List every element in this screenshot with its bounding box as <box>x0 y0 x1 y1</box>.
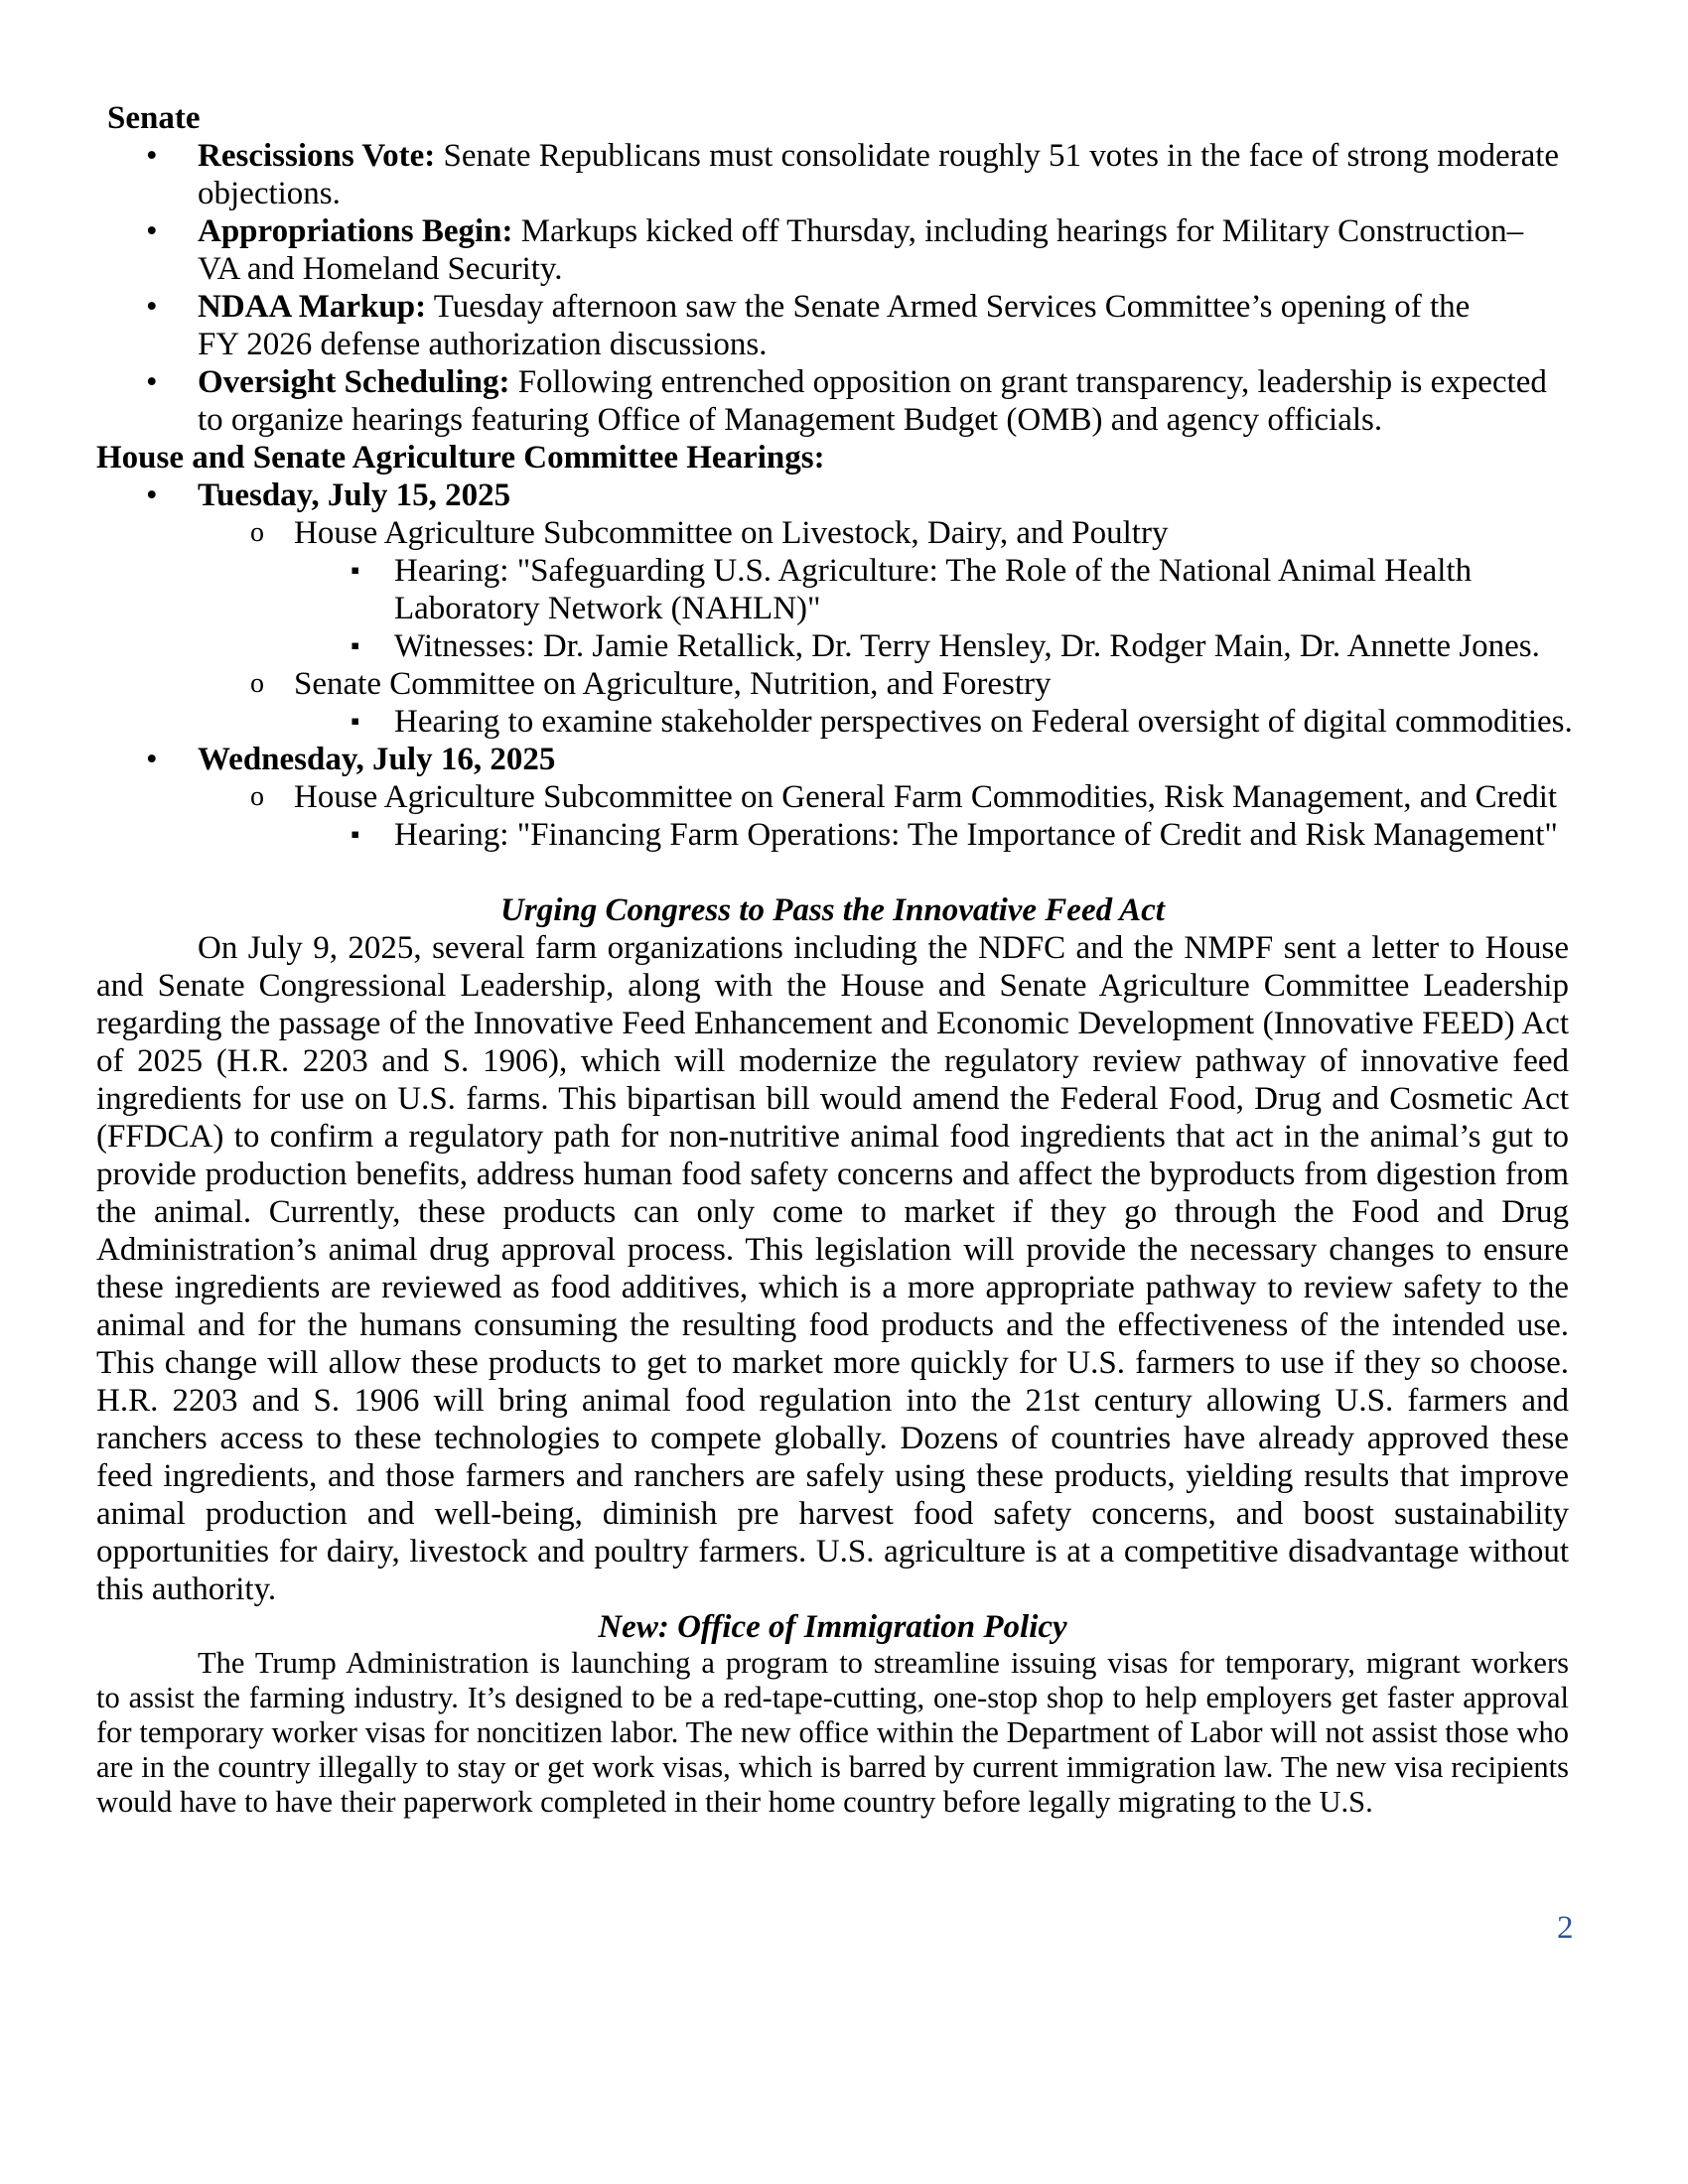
hearing-detail-text: Witnesses: Dr. Jamie Retallick, Dr. Terry Hensley, Dr. Rodger Main, Dr. Annette Jones. <box>394 628 1540 664</box>
paragraph-line: the animal. Currently, these products can only come to market if they go through the Food and Drug <box>96 1194 1569 1230</box>
paragraph-line: The Trump Administration is launching a program to streamline issuing visas for temporary, migrant workers <box>198 1646 1569 1680</box>
paragraph-line: animal and for the humans consuming the resulting food products and the effectiveness of the intended use. <box>96 1307 1569 1343</box>
committee-name: House Agriculture Subcommittee on Livestock, Dairy, and Poultry <box>294 515 1169 551</box>
committee-name: House Agriculture Subcommittee on General Farm Commodities, Risk Management, and Credit <box>294 779 1558 815</box>
hearing-date: Tuesday, July 15, 2025 <box>198 478 511 513</box>
square-bullet-icon: ▪ <box>351 820 360 849</box>
hearing-detail <box>96 703 1573 741</box>
paragraph-line: would have to have their paperwork completed in their home country before legally migrating to the U.S. <box>96 1785 1373 1819</box>
paragraph-line: (FFDCA) to confirm a regulatory path for non-nutritive animal food ingredients that act in the animal’s gut to <box>96 1119 1569 1155</box>
square-bullet-icon: ▪ <box>351 631 360 660</box>
text-line <box>96 326 1569 363</box>
text-line <box>96 363 1569 401</box>
hearing-detail-text: Laboratory Network (NAHLN)" <box>394 591 821 626</box>
bullet-icon: • <box>146 742 158 777</box>
page-content <box>96 99 1573 1820</box>
bullet-text: FY 2026 defense authorization discussions. <box>198 327 768 362</box>
paragraph-line: to assist the farming industry. It’s designed to be a red-tape-cutting, one-stop shop to help employers get faster approval <box>96 1681 1569 1714</box>
bullet-icon: • <box>146 213 158 249</box>
section-title: New: Office of Immigration Policy <box>598 1609 1067 1645</box>
bullet-label: Rescissions Vote: <box>198 138 436 174</box>
bullet-item <box>96 137 1569 212</box>
committee-item <box>96 778 1569 816</box>
paragraph-line: Administration’s animal drug approval process. This legislation will provide the necessary changes to ensure <box>96 1232 1569 1268</box>
committee-item <box>96 514 1569 552</box>
paragraph-line: On July 9, 2025, several farm organizations including the NDFC and the NMPF sent a letter to House <box>198 930 1569 966</box>
section-title: Urging Congress to Pass the Innovative Feed Act <box>500 892 1165 928</box>
paragraph-line: This change will allow these products to get to market more quickly for U.S. farmers to use if they so choose. <box>96 1345 1569 1381</box>
text-line <box>96 212 1569 250</box>
hearing-detail-text: Hearing: "Financing Farm Operations: The Importance of Credit and Risk Management" <box>394 817 1558 853</box>
bullet-label: Appropriations Begin: <box>198 213 513 249</box>
spacer <box>96 854 1569 891</box>
bullet-icon: • <box>146 364 158 400</box>
paragraph-line: regarding the passage of the Innovative Feed Enhancement and Economic Development (Innovative FEED) Act <box>96 1006 1569 1041</box>
hearing-day <box>96 741 1569 778</box>
paragraph-line: these ingredients are reviewed as food additives, which is a more appropriate pathway to review safety to the <box>96 1270 1569 1305</box>
bullet-icon: • <box>146 138 158 174</box>
square-bullet-icon: ▪ <box>351 707 360 736</box>
bullet-text: VA and Homeland Security. <box>198 251 563 287</box>
feed_act-section <box>96 891 1569 1608</box>
bullet-icon: • <box>146 478 158 513</box>
page-number: 2 <box>1557 1910 1574 1946</box>
hearings-section <box>96 439 1573 891</box>
paragraph-line: are in the country illegally to stay or get work visas, which is barred by current immigration law. The new visa recipients <box>96 1750 1569 1784</box>
square-bullet-icon: ▪ <box>351 556 360 585</box>
paragraph-line: for temporary worker visas for noncitizen labor. The new office within the Department of Labor will not assist those who <box>96 1715 1569 1749</box>
text-line <box>96 175 1569 212</box>
hearing-detail <box>96 627 1569 665</box>
bullet-text: Following entrenched opposition on grant transparency, leadership is expected <box>517 364 1547 400</box>
section-heading: Senate <box>107 100 201 136</box>
text-line <box>96 137 1569 175</box>
bullet-text: objections. <box>198 176 341 211</box>
paragraph-line: opportunities for dairy, livestock and poultry farmers. U.S. agriculture is at a competitive disadvantage without <box>96 1534 1569 1570</box>
circle-bullet-icon: o <box>250 781 264 812</box>
committee-name: Senate Committee on Agriculture, Nutrition, and Forestry <box>294 666 1052 702</box>
hearing-detail-text: Hearing: "Safeguarding U.S. Agriculture: The Role of the National Animal Health <box>394 553 1473 589</box>
paragraph-line: feed ingredients, and those farmers and ranchers are safely using these products, yielding results that improve <box>96 1458 1569 1494</box>
bullet-label: Oversight Scheduling: <box>198 364 510 400</box>
text-line <box>96 250 1569 288</box>
bullet-label: NDAA Markup: <box>198 289 427 325</box>
paragraph-line: and Senate Congressional Leadership, along with the House and Senate Agriculture Committee Leadership <box>96 968 1569 1004</box>
bullet-text: Senate Republicans must consolidate roughly 51 votes in the face of strong moderate <box>443 138 1560 174</box>
bullet-text: to organize hearings featuring Office of Management Budget (OMB) and agency officials. <box>198 402 1383 438</box>
paragraph-line: ingredients for use on U.S. farms. This bipartisan bill would amend the Federal Food, Drug and Cosmetic Act <box>96 1081 1569 1117</box>
bullet-item <box>96 363 1569 439</box>
section-heading: House and Senate Agriculture Committee Hearings: <box>96 440 825 476</box>
paragraph-line: H.R. 2203 and S. 1906 will bring animal food regulation into the 21st century allowing U.S. farmers and <box>96 1383 1569 1419</box>
bullet-text: Tuesday afternoon saw the Senate Armed Services Committee’s opening of the <box>433 289 1471 325</box>
hearing-date: Wednesday, July 16, 2025 <box>198 742 556 777</box>
hearing-day <box>96 477 1569 514</box>
circle-bullet-icon: o <box>250 668 264 699</box>
paragraph-line: provide production benefits, address human food safety concerns and affect the byproducts from digestion from <box>96 1157 1569 1192</box>
hearing-detail <box>96 816 1569 854</box>
paragraph-line: this authority. <box>96 1571 277 1607</box>
bullet-item <box>96 212 1569 288</box>
paragraph-line: animal production and well-being, diminish pre harvest food safety concerns, and boost sustainability <box>96 1496 1569 1532</box>
text-line <box>96 288 1569 326</box>
bullet-text: Markups kicked off Thursday, including hearings for Military Construction– <box>520 213 1524 249</box>
immigration-section <box>96 1608 1569 1820</box>
senate-section <box>96 99 1569 439</box>
hearing-detail <box>96 552 1569 590</box>
bullet-item <box>96 288 1569 363</box>
hearing-detail-text: Hearing to examine stakeholder perspectives on Federal oversight of digital commodities. <box>394 704 1573 740</box>
text-line <box>96 401 1569 439</box>
paragraph-line: ranchers access to these technologies to compete globally. Dozens of countries have already approved these <box>96 1421 1569 1456</box>
bullet-icon: • <box>146 289 158 325</box>
committee-item <box>96 665 1569 703</box>
hearing-detail <box>96 590 1569 627</box>
paragraph-line: of 2025 (H.R. 2203 and S. 1906), which will modernize the regulatory review pathway of innovative feed <box>96 1043 1569 1079</box>
circle-bullet-icon: o <box>250 517 264 548</box>
